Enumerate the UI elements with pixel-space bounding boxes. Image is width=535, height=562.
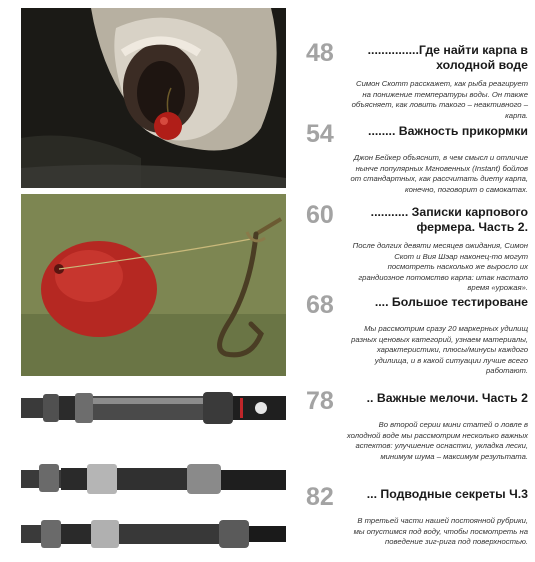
page-number: 48 — [306, 39, 334, 67]
article-68[interactable] — [306, 292, 528, 377]
page-number: 82 — [306, 483, 334, 511]
article-78[interactable] — [306, 388, 528, 462]
article-title: ... Подводные секреты Ч.3 — [366, 487, 528, 501]
article-title: ...............Где найти карпа в холодной воде — [367, 43, 528, 72]
article-82[interactable] — [306, 484, 528, 548]
article-description: После долгих девяти месяцев ожидания, Симон Скот и Вия Шэар наконец-то могут посмотреть насколько же выросло их грандиозное потомство карпа: итак настало время «урожая». — [352, 241, 528, 293]
article-60[interactable] — [306, 202, 528, 294]
article-description: Мы рассмотрим сразу 20 маркерных удилищ разных ценовых категорий, узнаем материалы, характеристики, плюсы/минусы каждого удилища, и в какой ситуации лучше всего работают. — [351, 324, 528, 376]
article-description: Симон Скотт расскажет, как рыба реагирует на понижение температуры воды. Он также объясняет, как ловить такого – неактивного – карпа. — [351, 79, 528, 120]
article-48[interactable] — [306, 40, 528, 121]
page-number: 54 — [306, 120, 334, 148]
carp-mouth-photo — [21, 8, 286, 188]
page-number: 78 — [306, 387, 334, 415]
article-description: Во второй серии мини статей о ловле в холодной воде мы рассмотрим несколько важных аспектов: улучшение оснастки, укладка лески, минимум шума – максимум результата. — [346, 420, 528, 461]
article-description: В третьей части нашей постоянной рубрики, мы опустимся под воду, чтобы посмотреть на поведение зиг-рига под поверхностью. — [353, 516, 528, 547]
article-title: .. Важные мелочи. Часть 2 — [366, 391, 528, 405]
page-number: 60 — [306, 201, 334, 229]
fishing-rods-photo — [21, 380, 286, 558]
article-title: ........... Записки карпового фермера. Часть 2. — [370, 205, 528, 234]
article-title: ........ Важность прикормки — [368, 124, 528, 138]
page-number: 68 — [306, 291, 334, 319]
article-description: Джон Бейкер объяснит, в чем смысл и отличие нынче популярных Мгновенных (Instant) бойлов от стандартных, как рассчитать диету карпа, конечно, поговорит о самокатах. — [350, 153, 528, 194]
article-title: .... Большое тестироване — [374, 295, 528, 309]
boilie-hook-photo — [21, 194, 286, 376]
article-54[interactable] — [306, 121, 528, 195]
